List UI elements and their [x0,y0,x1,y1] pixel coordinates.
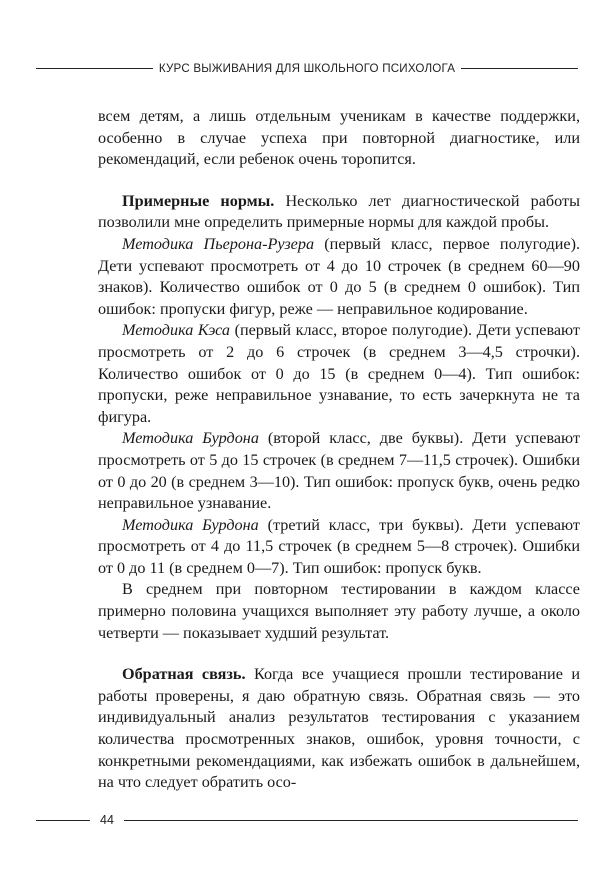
method-name: Методика Пьерона-Рузера [122,234,315,253]
paragraph-norms [98,191,580,234]
method-text: (первый класс, первое полугодие). Дети успевают просмотреть от 4 до 10 строчек (в среднем 60—90 знаков). Количество ошибок от 0 до 5 (в среднем 0 ошибок). Тип ошибок: пропуски фигур, реже — неправильное кодирование. [98,234,581,318]
paragraph-average: В среднем при повторном тестировании в каждом классе примерно половина учащихся выполняет эту работу лучше, а около четверти — показывает худший результат. [98,580,580,642]
method-name: Методика Бурдона [122,429,259,448]
body-text [98,106,580,794]
method-name: Методика Кэса [122,321,231,340]
page-footer [36,812,578,828]
page-number: 44 [100,813,114,827]
paragraph-method-burdon-3 [98,515,580,580]
paragraph-method-pieron-ruzer [98,234,580,320]
paragraph-intro: всем детям, а лишь отдельным ученикам в качестве поддержки, особенно в случае успеха при повторной диагностике, или рекомендаций, если ребенок очень торопится. [98,107,580,169]
feedback-heading: Обратная связь. [122,665,246,684]
method-text: (первый класс, второе полугодие). Дети успевают просмотреть от 2 до 6 строчек (в среднем 3—4,5 строчки). Количество ошибок от 0 до 15 (в среднем 0—4). Тип ошибок: пропуски, реже неправильное узнавание, то есть зачеркнута не та фигура. [98,321,581,426]
paragraph-feedback [98,664,580,794]
feedback-text: Когда все учащиеся прошли тестирование и работы проверены, я даю обратную связь. Обратная связь — это индивидуальный анализ результатов тестирования с указанием количества просмотренных знаков, ошибок, уровня точности, с конкретными рекомендациями, как избежать ошибок в дальнейшем, на что следует обратить осо- [98,665,581,792]
header-rule-right [461,68,578,69]
header-rule-left [36,68,153,69]
norms-text: Несколько лет диагностической работы позволили мне определить примерные нормы для каждой пробы. [98,191,580,232]
running-header [36,60,578,76]
method-text: (второй класс, две буквы). Дети успевают просмотреть от 5 до 15 строчек (в среднем 7—11,5 строчек). Ошибки от 0 до 20 (в среднем 3—10). Тип ошибок: пропуск букв, очень редко неправильное узнавание. [98,429,581,513]
paragraph-method-burdon-2 [98,428,580,514]
footer-rule-left [36,820,90,821]
paragraph-method-kes [98,320,580,428]
method-text: (третий класс, три буквы). Дети успевают просмотреть от 4 до 11,5 строчек (в среднем 5—8 строчек). Ошибки от 0 до 11 (в среднем 0—7). Тип ошибок: пропуск букв. [98,515,581,577]
norms-heading: Примерные нормы. [122,191,275,210]
running-title: КУРС ВЫЖИВАНИЯ ДЛЯ ШКОЛЬНОГО ПСИХОЛОГА [158,61,456,75]
method-name: Методика Бурдона [122,515,259,534]
footer-rule-right [124,820,578,821]
